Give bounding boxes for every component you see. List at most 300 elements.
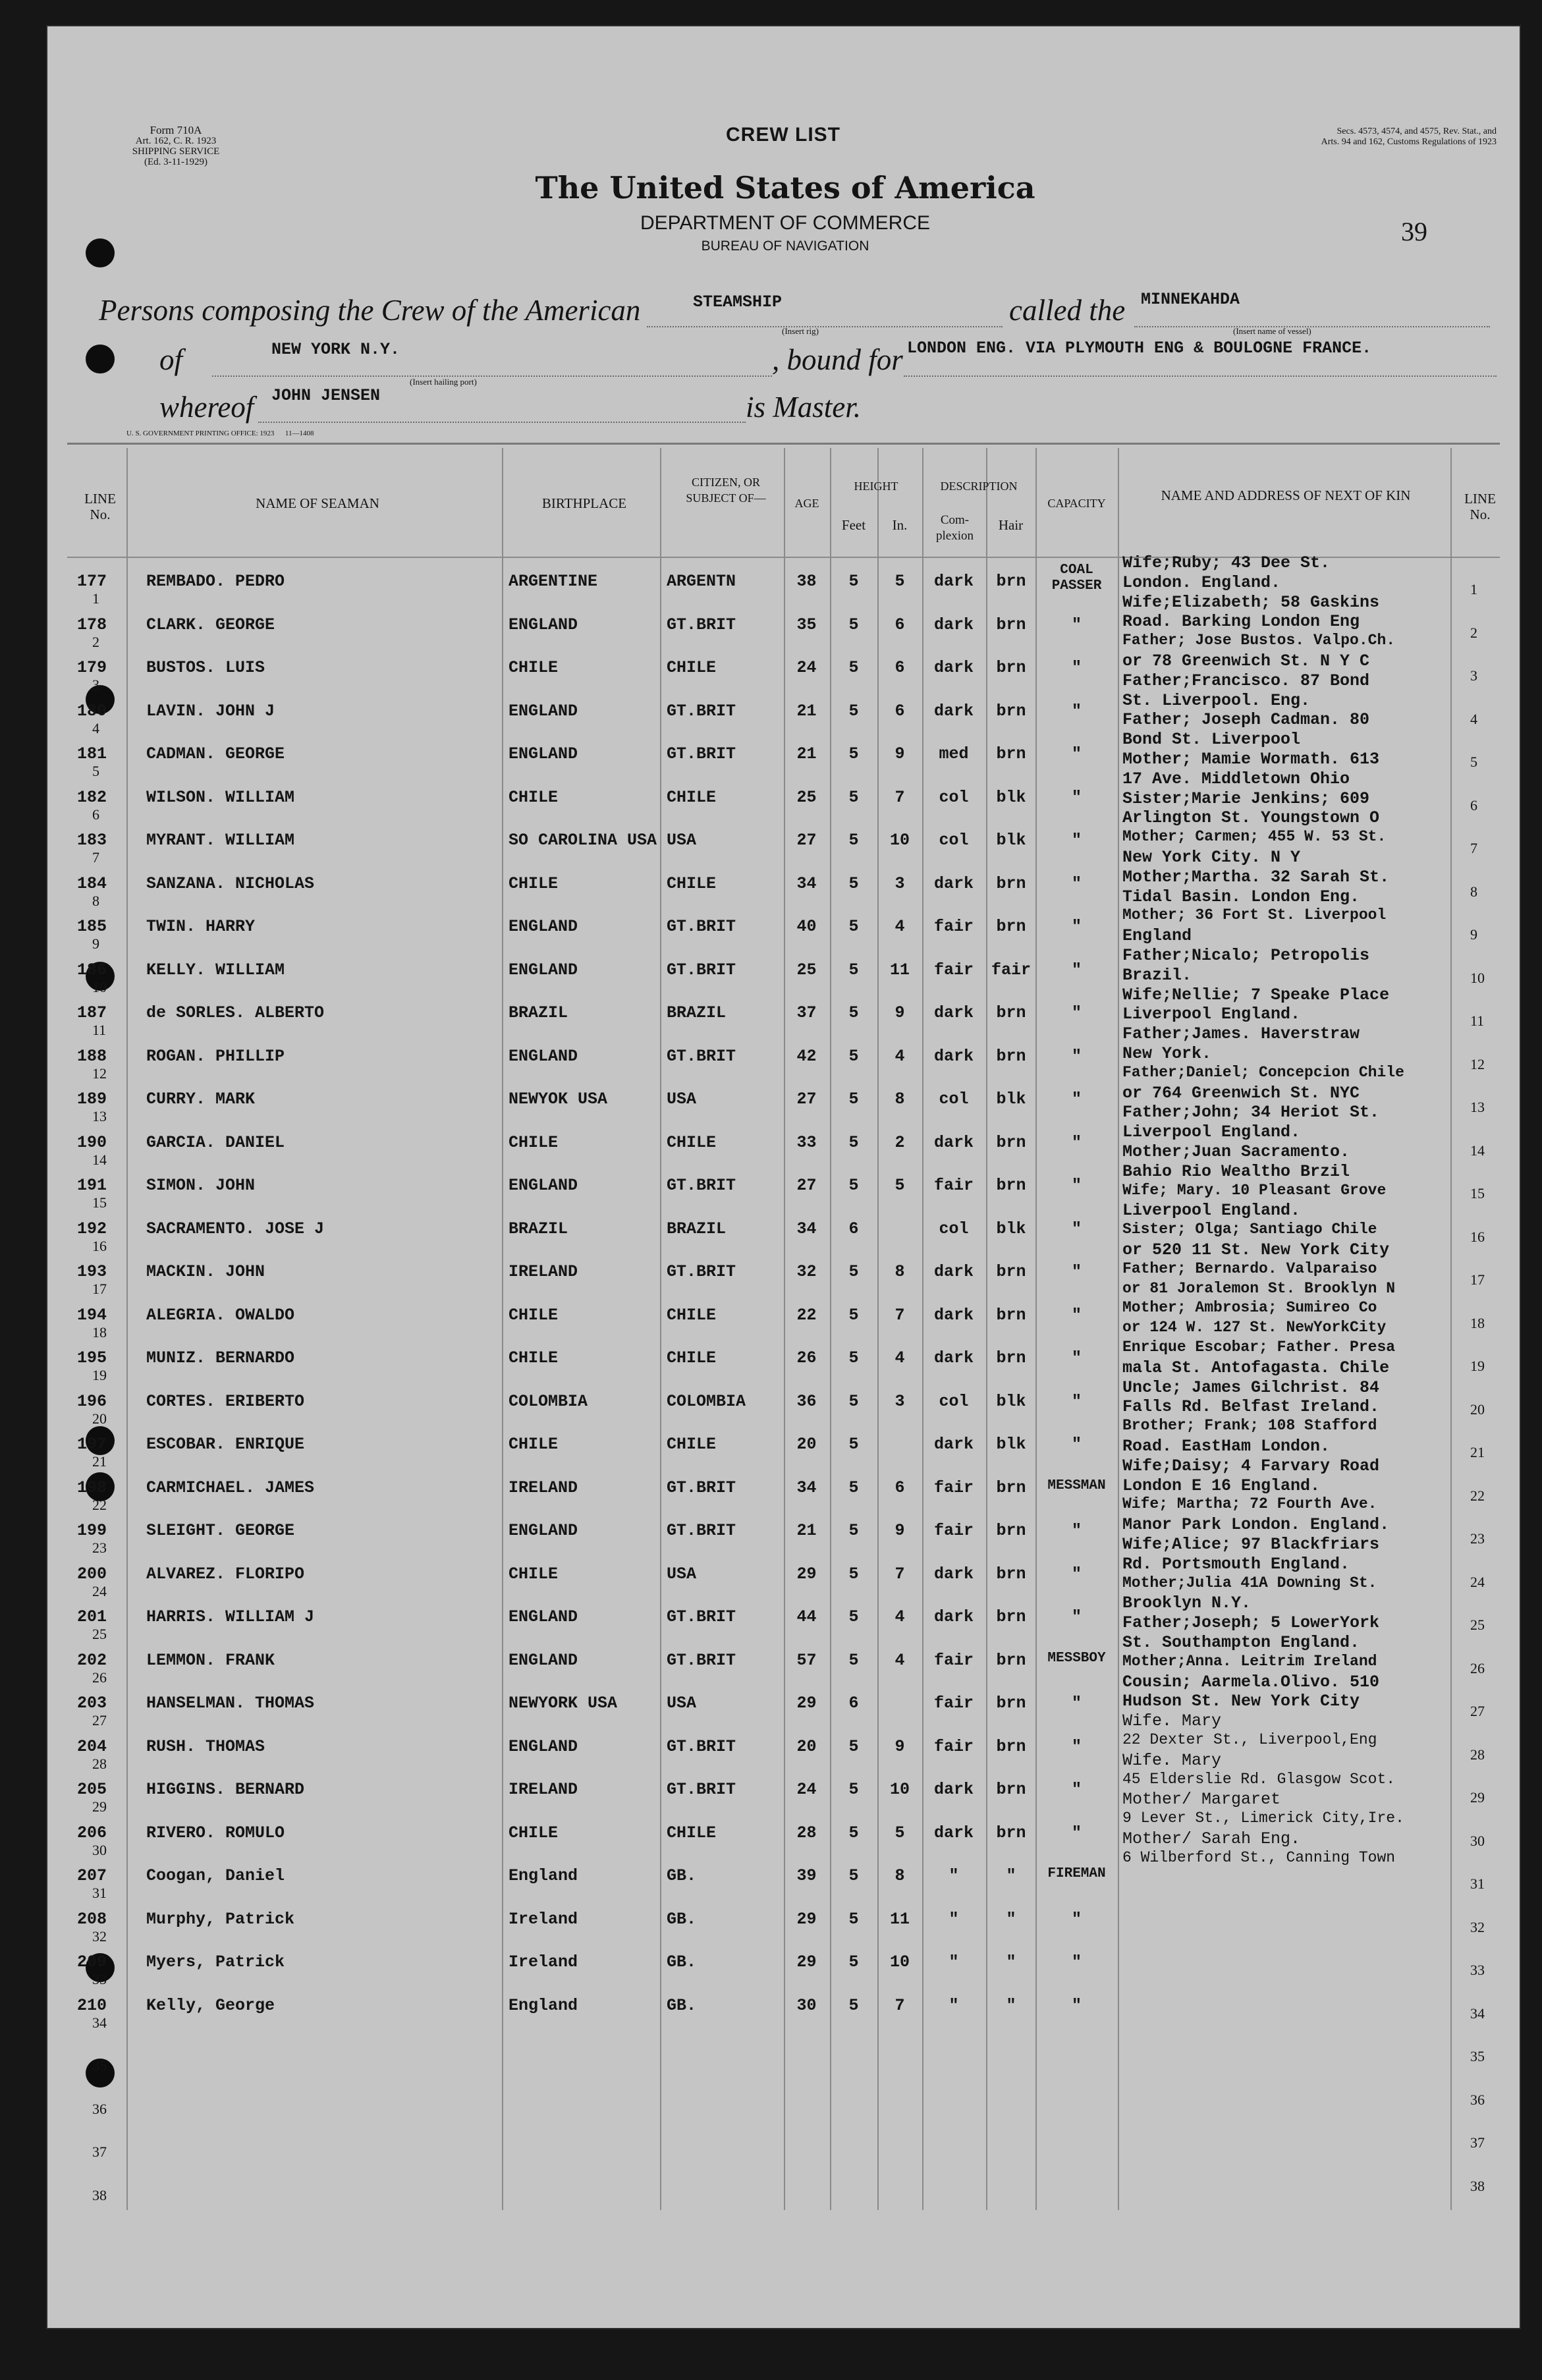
height-feet: 6 — [848, 1219, 859, 1238]
birthplace: CHILE — [509, 658, 559, 677]
entry-number: 179 — [77, 658, 107, 677]
height-inches: 4 — [895, 1607, 905, 1626]
capacity: " — [1071, 873, 1082, 893]
line-number-right: 11 — [1470, 1012, 1485, 1029]
seaman-name: HARRIS. WILLIAM J — [146, 1607, 315, 1626]
statutes-note: Secs. 4573, 4574, and 4575, Rev. Stat., and Arts. 94 and 162, Customs Regulations of 1923 — [1321, 126, 1497, 147]
age: 39 — [796, 1866, 817, 1885]
seaman-name: TWIN. HARRY — [146, 917, 256, 936]
next-of-kin-line: Manor Park London. England. — [1122, 1515, 1390, 1535]
line-number: 34 — [92, 2014, 107, 2031]
next-of-kin-line: St. Liverpool. Eng. — [1122, 690, 1311, 710]
next-of-kin-line: Mother; 36 Fort St. Liverpool — [1122, 906, 1387, 924]
next-of-kin-line: or 81 Joralemon St. Brooklyn N — [1122, 1279, 1396, 1297]
capacity: " — [1071, 787, 1082, 807]
height-feet: 5 — [848, 1866, 859, 1885]
hair: brn — [996, 873, 1026, 893]
next-of-kin-line: Father;Nicalo; Petropolis — [1122, 946, 1370, 965]
age: 24 — [796, 1780, 817, 1799]
height-feet: 5 — [848, 1780, 859, 1799]
height-inches: 3 — [895, 873, 905, 893]
citizenship: GT.BRIT — [667, 1736, 736, 1756]
hair: brn — [996, 1823, 1026, 1842]
line-number-right: 34 — [1470, 2005, 1485, 2022]
line-number: 28 — [92, 1755, 107, 1772]
citizenship: CHILE — [667, 1132, 717, 1152]
line-number: 18 — [92, 1323, 107, 1341]
capacity: " — [1071, 1823, 1082, 1842]
col-birthplace: BIRTHPLACE — [541, 495, 627, 511]
next-of-kin-line: Tidal Basin. London Eng. — [1122, 887, 1360, 906]
capacity: " — [1071, 701, 1082, 721]
height-inches: 5 — [895, 572, 905, 591]
age: 34 — [796, 873, 817, 893]
complexion: fair — [933, 1478, 974, 1497]
hair: " — [1006, 1952, 1016, 1972]
citizenship: GT.BRIT — [667, 1262, 736, 1281]
complexion: fair — [933, 1694, 974, 1713]
hair: brn — [996, 1607, 1026, 1626]
age: 27 — [796, 1176, 817, 1195]
citizenship: CHILE — [667, 1305, 717, 1325]
height-inches: 6 — [895, 1478, 905, 1497]
complexion: fair — [933, 960, 974, 980]
bound-label: , bound for — [772, 343, 903, 376]
line-number-right: 30 — [1470, 1832, 1485, 1849]
bureau-heading: BUREAU OF NAVIGATION — [701, 238, 869, 254]
height-inches: 8 — [895, 1866, 905, 1885]
birthplace: ENGLAND — [509, 1176, 578, 1195]
next-of-kin-line: Wife; Mary. 10 Pleasant Grove — [1122, 1181, 1387, 1199]
line-number-right: 28 — [1470, 1746, 1485, 1763]
entry-number: 192 — [77, 1219, 107, 1238]
line-number-right: 36 — [1470, 2091, 1485, 2108]
line-number: 17 — [92, 1281, 107, 1297]
seaman-name: MACKIN. JOHN — [146, 1262, 265, 1281]
height-feet: 5 — [848, 1650, 859, 1670]
hair: brn — [996, 1305, 1026, 1325]
line-number: 13 — [92, 1108, 107, 1124]
height-feet: 5 — [848, 873, 859, 893]
seaman-name: WILSON. WILLIAM — [146, 787, 295, 807]
next-of-kin-line: Liverpool England. — [1122, 1005, 1301, 1024]
height-inches: 6 — [895, 615, 905, 634]
line-number: 10 — [92, 978, 107, 995]
hair: brn — [996, 658, 1026, 677]
next-of-kin-line: Mother/ Margaret — [1122, 1790, 1281, 1810]
next-of-kin-line: Mother; Mamie Wormath. 613 — [1122, 750, 1380, 769]
height-feet: 5 — [848, 1478, 859, 1497]
capacity: " — [1071, 1521, 1082, 1540]
age: 42 — [796, 1046, 817, 1066]
entry-number: 204 — [77, 1736, 107, 1756]
height-feet: 5 — [848, 615, 859, 634]
age: 29 — [796, 1952, 817, 1972]
entry-number: 184 — [77, 873, 107, 893]
seaman-name: MYRANT. WILLIAM — [146, 831, 295, 850]
capacity: " — [1071, 658, 1082, 677]
seaman-name: CADMAN. GEORGE — [146, 744, 285, 763]
birthplace: Ireland — [509, 1952, 578, 1972]
hair: brn — [996, 1736, 1026, 1756]
capacity: " — [1071, 1736, 1082, 1756]
next-of-kin-line: Wife;Daisy; 4 Farvary Road — [1122, 1456, 1380, 1476]
line-number-right: 15 — [1470, 1185, 1485, 1202]
entry-number: 187 — [77, 1003, 107, 1022]
complexion: dark — [933, 572, 974, 591]
citizenship: BRAZIL — [667, 1003, 727, 1022]
capacity: MESSBOY — [1047, 1650, 1106, 1666]
complexion: dark — [933, 1003, 974, 1022]
line-number-right: 20 — [1470, 1400, 1485, 1418]
height-inches: 8 — [895, 1090, 905, 1109]
hair: blk — [996, 1435, 1026, 1454]
line-number-right: 16 — [1470, 1228, 1485, 1245]
page-title: CREW LIST — [726, 124, 840, 146]
capacity: " — [1071, 1435, 1082, 1454]
seaman-name: HANSELMAN. THOMAS — [146, 1694, 315, 1713]
hair: brn — [996, 1262, 1026, 1281]
seaman-name: SANZANA. NICHOLAS — [146, 873, 315, 893]
seaman-name: CLARK. GEORGE — [146, 615, 275, 634]
line-number-right: 19 — [1470, 1358, 1485, 1374]
birthplace: ENGLAND — [509, 1521, 578, 1540]
height-feet: 5 — [848, 917, 859, 936]
next-of-kin-line: Mother;Julia 41A Downing St. — [1122, 1574, 1377, 1591]
line-number: 19 — [92, 1367, 107, 1383]
capacity: MESSMAN — [1047, 1478, 1106, 1493]
height-inches: 7 — [895, 787, 905, 807]
citizenship: ARGENTN — [667, 572, 736, 591]
height-feet: 5 — [848, 1995, 859, 2015]
next-of-kin-line: Father;Francisco. 87 Bond — [1122, 671, 1370, 690]
next-of-kin-line: Bahio Rio Wealtho Brzil — [1122, 1161, 1350, 1181]
height-inches: 5 — [895, 1176, 905, 1195]
master-name: JOHN JENSEN — [271, 386, 381, 405]
age: 34 — [796, 1219, 817, 1238]
col-next-of-kin: NAME AND ADDRESS OF NEXT OF KIN — [1161, 487, 1411, 503]
complexion: col — [939, 787, 969, 807]
height-inches: 9 — [895, 1521, 905, 1540]
height-feet: 5 — [848, 1176, 859, 1195]
entry-number: 193 — [77, 1262, 107, 1281]
capacity: " — [1071, 1090, 1082, 1109]
seaman-name: HIGGINS. BERNARD — [146, 1780, 305, 1799]
next-of-kin-line: or 520 11 St. New York City — [1122, 1240, 1390, 1259]
height-inches: 3 — [895, 1391, 905, 1411]
capacity: " — [1071, 1176, 1082, 1195]
entry-number: 198 — [77, 1478, 107, 1497]
citizenship: GT.BRIT — [667, 701, 736, 721]
hair: brn — [996, 1521, 1026, 1540]
next-of-kin-line: London. England. — [1122, 572, 1281, 592]
capacity: " — [1071, 1564, 1082, 1584]
height-inches: 9 — [895, 744, 905, 763]
height-feet: 5 — [848, 1952, 859, 1972]
entry-number: 195 — [77, 1348, 107, 1368]
citizenship: CHILE — [667, 1435, 717, 1454]
birthplace: BRAZIL — [509, 1003, 568, 1022]
persons-label: Persons composing the Crew of the American — [99, 294, 641, 327]
complexion: fair — [933, 1736, 974, 1756]
next-of-kin-line: or 124 W. 127 St. NewYorkCity — [1122, 1319, 1387, 1337]
birthplace: ENGLAND — [509, 1736, 578, 1756]
col-capacity: CAPACITY — [1047, 497, 1106, 510]
height-inches: 5 — [895, 1823, 905, 1842]
line-number: 14 — [92, 1151, 107, 1168]
seaman-name: de SORLES. ALBERTO — [146, 1003, 325, 1022]
hair: brn — [996, 1478, 1026, 1497]
height-feet: 5 — [848, 1090, 859, 1109]
line-number: 11 — [92, 1022, 107, 1038]
col-line-no: LINE No. — [84, 491, 116, 522]
next-of-kin-line: England — [1122, 926, 1192, 946]
line-number: 4 — [92, 719, 99, 736]
line-number-right: 27 — [1470, 1703, 1485, 1719]
seaman-name: KELLY. WILLIAM — [146, 960, 285, 980]
entry-number: 202 — [77, 1650, 107, 1670]
citizenship: USA — [667, 1090, 697, 1109]
capacity: " — [1071, 1003, 1082, 1022]
entry-number: 201 — [77, 1607, 107, 1626]
height-feet: 5 — [848, 744, 859, 763]
line-number: 20 — [92, 1410, 107, 1427]
capacity: " — [1071, 1952, 1082, 1972]
age: 21 — [796, 744, 817, 763]
complexion: dark — [933, 701, 974, 721]
next-of-kin-line: Father; Jose Bustos. Valpo.Ch. — [1122, 632, 1396, 650]
birthplace: CHILE — [509, 787, 559, 807]
complexion: col — [939, 1090, 969, 1109]
crew-list-sheet: Form 710A Art. 162, C. R. 1923 SHIPPING SERVICE (Ed. 3-11-1929) CREW LIST Secs. 4573, 4574, and 4575, Rev. Stat., and Arts. 94 and 162, Customs Regulations of 1923 The United States of America DEPARTMENT OF COMMERCE BUREAU OF NAVIGATION 39 Persons composing the Crew of the American STEAMSHIP (Insert rig) called the MINNEKAHDA (Insert name of vessel) of NEW YORK N.Y. (Insert hailing port) , bound for LONDON ENG. VIA PLYMOUTH ENG & BOULOGNE FRANCE. whereof JOHN JENSEN is Master. U. S. GOVERNMENT PRINTING OFFICE: 1923 11—1408 LINE No. NAME OF SEAMAN BIRTHPLACE CITIZEN, OR SUBJECT OF— AGE HEIGHT Feet In. DESCRIPTION Com- plexion Hair CAPACITY NAME AND ADDRESS OF NEXT OF KIN LINE No. 177 REMBADO. PEDRO ARGENTINE ARGENTN 38 5 5 dark brn COAL PASSER 1 1 178 CLARK. GEORGE ENGLAND GT.BRIT 35 5 6 dark brn " 2 2 179 BUSTOS. LUIS CHILE CHILE 24 5 6 dark brn " 3 3 180 LAVIN. JOHN J ENGLAND GT.BRIT 21 5 6 dark brn " 4 4 181 CADMAN. GEORGE ENGLAND GT.BRIT 21 5 9 med brn " 5 5 182 WILSON. WILLIAM CHILE CHILE 25 5 7 col blk " 6 6 183 MYRANT. WILLIAM SO CAROLINA USA USA 27 5 10 col blk " 7 7 184 SANZANA. NICHOLAS CHILE CHILE 34 5 3 dark brn " 8 8 185 TWIN. HARRY ENGLAND GT.BRIT 40 5 4 fair brn " 9 9 186 KELLY. WILLIAM ENGLAND GT.BRIT 25 5 11 fair fair " 10 10 187 de SORLES. ALBERTO BRAZIL BRAZIL 37 5 9 dark brn " 11 11 188 ROGAN. PHILLIP ENGLAND GT.BRIT 42 5 4 dark brn " 12 12 189 CURRY. MARK NEWYOK USA USA 27 5 8 col blk " 13 13 190 GARCIA. DANIEL CHILE CHILE 33 5 2 dark brn " 14 14 191 SIMON. JOHN ENGLAND GT.BRIT 27 5 5 fair brn " 15 15 192 SACRAMENTO. JOSE J BRAZIL BRAZIL 34 6 col blk " 16 16 193 MACKIN. JOHN IRELAND GT.BRIT 32 5 8 dark brn " 17 17 194 ALEGRIA. OWALDO CHILE CHILE 22 5 7 dark brn " 18 18 195 MUNIZ. BERNARDO CHILE CHILE 26 5 4 dark brn " 19 19 196 CORTES. ERIBERTO COLOMBIA COLOMBIA 36 5 3 col blk " 20 20 197 ESCOBAR. ENRIQUE CHILE CHILE 20 5 dark blk " 21 21 198 CARMICHAEL. JAMES IRELAND GT.BRIT 34 5 6 fair brn MESSMAN 22 22 199 SLEIGHT. GEORGE ENGLAND GT.BRIT 21 5 9 fair brn " 23 23 200 ALVAREZ. FLORIPO CHILE USA 29 5 7 dark brn " 24 24 201 HARRIS. WILLIAM J ENGLAND GT.BRIT 44 5 4 dark brn " 25 25 202 LEMMON. FRANK ENGLAND GT.BRIT 57 5 4 fair brn MESSBOY 26 26 203 HANSELMAN. THOMAS NEWYORK USA USA 29 6 fair brn " 27 27 204 RUSH. THOMAS ENGLAND GT.BRIT 20 5 9 fair brn " 28 28 205 HIGGINS. BERNARD IRELAND GT.BRIT 24 5 10 dark brn " 29 29 206 RIVERO. ROMULO CHILE CHILE 28 5 5 dark brn " 30 30 207 Coogan, Daniel England GB. 39 5 8 " " FIREMAN 31 31 208 Murphy, Patrick Ireland GB. 29 5 11 " " " 32 32 209 Myers, Patrick Ireland GB. 29 5 10 " " " 33 33 210 Kelly, George England GB. 30 5 7 " " " 34 34 35 35 36 36 37 37 38 38 Wife;Ruby; 43 Dee St. London. England. Wife;Elizabeth; 58 Gaskins Road. Barking London Eng Father; Jose Bustos. Valpo.Ch. or 78 Greenwich St. N Y C Father;Francisco. 87 Bond St. Liverpool. Eng. Father; Joseph Cadman. 80 Bond St. Liverpool Mother; Mamie Wormath. 613 17 Ave. Middletown Ohio Sister;Marie Jenkins; 609 Arlington St. Youngstown O Mother; Carmen; 455 W. 53 St. New York City. N Y Mother;Martha. 32 Sarah St. Tidal Basin. London Eng. Mother; 36 Fort St. Liverpool England Father;Nicalo; Petropolis Brazil. Wife;Nellie; 7 Speake Place Liverpool England. Father;James. Haverstraw New York. Father;Daniel; Concepcion Chile or 764 Greenwich St. NYC Father;John; 34 Heriot St. Liverpool England. Mother;Juan Sacramento. Bahio Rio Wealtho Brzil Wife; Mary. 10 Pleasant Grove Liverpool England. Sister; Olga; Santiago Chile or 520 11 St. New York City Father; Bernardo. Valparaiso or 81 Joralemon St. Brooklyn N Mother; Ambrosia; Sumireo Co or 124 W. 127 St. NewYorkCity Enrique Escobar; Father. Presa mala St. Antofagasta. Chile Uncle; James Gilchrist. 84 Falls Rd. Belfast Ireland. Brother; Frank; 108 Stafford Road. EastHam London. Wife;Daisy; 4 Farvary Road London E 16 England. Wife; Martha; 72 Fourth Ave. Manor Park London. England. Wife;Alice; 97 Blackfriars Rd. Portsmouth England. Mother;Julia 41A Downing St. Brooklyn N.Y. Father;Joseph; 5 LowerYork St. Southampton England. Mother;Anna. Leitrim Ireland Cousin; Aarmela.Olivo. 510 Hudson St. New York City Wife. Mary 22 Dexter St., Liverpool,Eng Wife. Mary 45 Elderslie Rd. Glasgow Scot. Mother/ Margaret 9 Lever St., Limerick City,Ire. Mother/ Sarah Eng. 6 Wilberford St., Canning Town — [47, 26, 1520, 2328]
capacity: " — [1071, 1132, 1082, 1152]
hair: " — [1006, 1995, 1016, 2015]
line-number: 16 — [92, 1237, 107, 1254]
entry-number: 181 — [77, 744, 107, 763]
birthplace: CHILE — [509, 1435, 559, 1454]
line-number: 25 — [92, 1626, 107, 1642]
complexion: dark — [933, 873, 974, 893]
capacity: " — [1071, 917, 1082, 936]
hair: blk — [996, 787, 1026, 807]
citizenship: GB. — [667, 1952, 697, 1972]
capacity: " — [1071, 1046, 1082, 1066]
complexion: dark — [933, 615, 974, 634]
line-number: 29 — [92, 1798, 107, 1815]
line-number-right: 38 — [1470, 2177, 1485, 2194]
height-inches: 2 — [895, 1132, 905, 1152]
next-of-kin-line: Sister; Olga; Santiago Chile — [1122, 1221, 1377, 1238]
next-of-kin-line: Brother; Frank; 108 Stafford — [1122, 1417, 1377, 1435]
capacity: " — [1071, 615, 1082, 634]
age: 34 — [796, 1478, 817, 1497]
line-number-right: 18 — [1470, 1314, 1485, 1331]
next-of-kin-line: Mother;Martha. 32 Sarah St. — [1122, 867, 1390, 887]
seaman-name: ALEGRIA. OWALDO — [146, 1305, 295, 1325]
line-number-right: 10 — [1470, 969, 1485, 986]
birthplace: ENGLAND — [509, 917, 578, 936]
birthplace: IRELAND — [509, 1780, 578, 1799]
next-of-kin-line: Father;Joseph; 5 LowerYork — [1122, 1613, 1380, 1633]
next-of-kin-line: Father; Bernardo. Valparaiso — [1122, 1259, 1377, 1277]
height-feet: 5 — [848, 1564, 859, 1584]
next-of-kin-line: Cousin; Aarmela.Olivo. 510 — [1122, 1672, 1380, 1692]
entry-number: 189 — [77, 1090, 107, 1109]
birthplace: CHILE — [509, 1823, 559, 1842]
birthplace: ENGLAND — [509, 960, 578, 980]
next-of-kin-line: Mother;Juan Sacramento. — [1122, 1142, 1350, 1161]
entry-number: 209 — [77, 1952, 107, 1972]
line-number: 27 — [92, 1712, 107, 1729]
height-feet: 5 — [848, 658, 859, 677]
citizenship: GT.BRIT — [667, 1478, 736, 1497]
birthplace: ENGLAND — [509, 1650, 578, 1670]
height-inches: 10 — [889, 1780, 910, 1799]
line-number: 33 — [92, 1971, 107, 1987]
height-feet: 5 — [848, 1046, 859, 1066]
form-number: Form 710A Art. 162, C. R. 1923 SHIPPING SERVICE (Ed. 3-11-1929) — [132, 124, 220, 167]
seaman-name: Myers, Patrick — [146, 1952, 285, 1972]
age: 25 — [796, 787, 817, 807]
height-inches: 11 — [889, 1909, 910, 1929]
seaman-name: CURRY. MARK — [146, 1090, 256, 1109]
birthplace: CHILE — [509, 873, 559, 893]
complexion: col — [939, 831, 969, 850]
next-of-kin-line: 45 Elderslie Rd. Glasgow Scot. — [1122, 1770, 1396, 1788]
next-of-kin-line: Wife. Mary — [1122, 1711, 1222, 1731]
entry-number: 206 — [77, 1823, 107, 1842]
next-of-kin-line: Wife. Mary — [1122, 1750, 1222, 1770]
seaman-name: SIMON. JOHN — [146, 1176, 256, 1195]
entry-number: 188 — [77, 1046, 107, 1066]
citizenship: GT.BRIT — [667, 1650, 736, 1670]
birthplace: England — [509, 1866, 578, 1885]
entry-number: 190 — [77, 1132, 107, 1152]
complexion: dark — [933, 1305, 974, 1325]
citizenship: USA — [667, 1694, 697, 1713]
citizenship: GT.BRIT — [667, 1780, 736, 1799]
hair: blk — [996, 1391, 1026, 1411]
seaman-name: SACRAMENTO. JOSE J — [146, 1219, 325, 1238]
seaman-name: LEMMON. FRANK — [146, 1650, 275, 1670]
vessel-name: MINNEKAHDA — [1141, 290, 1240, 309]
hair: brn — [996, 572, 1026, 591]
line-number-right: 24 — [1470, 1573, 1485, 1590]
seaman-name: ALVAREZ. FLORIPO — [146, 1564, 305, 1584]
line-number-right: 8 — [1470, 883, 1477, 900]
next-of-kin-line: Sister;Marie Jenkins; 609 — [1122, 789, 1370, 808]
entry-number: 207 — [77, 1866, 107, 1885]
height-feet: 5 — [848, 1521, 859, 1540]
age: 20 — [796, 1435, 817, 1454]
next-of-kin-line: Father;Daniel; Concepcion Chile — [1122, 1063, 1404, 1081]
line-number: 23 — [92, 1539, 107, 1556]
master-label: is Master. — [746, 391, 862, 424]
complexion: dark — [933, 1262, 974, 1281]
capacity: " — [1071, 831, 1082, 850]
line-number-right: 3 — [1470, 667, 1477, 684]
birthplace: ENGLAND — [509, 1607, 578, 1626]
next-of-kin-line: London E 16 England. — [1122, 1476, 1321, 1495]
line-number: 35 — [92, 2057, 107, 2074]
complexion: dark — [933, 1564, 974, 1584]
crew-row — [47, 1861, 1520, 1902]
height-feet: 5 — [848, 1262, 859, 1281]
next-of-kin-line: Father;John; 34 Heriot St. — [1122, 1103, 1380, 1122]
age: 30 — [796, 1995, 817, 2015]
line-number-right: 26 — [1470, 1659, 1485, 1676]
printer-imprint: U. S. GOVERNMENT PRINTING OFFICE: 1923 11—1408 — [126, 429, 314, 437]
next-of-kin-line: Wife; Martha; 72 Fourth Ave. — [1122, 1495, 1377, 1513]
hair: brn — [996, 1176, 1026, 1195]
seaman-name: ROGAN. PHILLIP — [146, 1046, 285, 1066]
complexion: " — [949, 1952, 959, 1972]
height-feet: 5 — [848, 1435, 859, 1454]
seaman-name: RUSH. THOMAS — [146, 1736, 265, 1756]
citizenship: GT.BRIT — [667, 917, 736, 936]
height-feet: 6 — [848, 1694, 859, 1713]
next-of-kin-line: or 764 Greenwich St. NYC — [1122, 1083, 1360, 1103]
citizenship: GT.BRIT — [667, 1176, 736, 1195]
age: 22 — [796, 1305, 817, 1325]
hair: blk — [996, 831, 1026, 850]
hair: " — [1006, 1866, 1016, 1885]
line-number-right: 21 — [1470, 1444, 1485, 1460]
seaman-name: BUSTOS. LUIS — [146, 658, 265, 677]
line-number: 9 — [92, 935, 99, 952]
height-feet: 5 — [848, 1909, 859, 1929]
line-number: 7 — [92, 849, 99, 866]
entry-number: 182 — [77, 787, 107, 807]
next-of-kin-line: St. Southampton England. — [1122, 1633, 1360, 1652]
birthplace: ENGLAND — [509, 701, 578, 721]
capacity: " — [1071, 1694, 1082, 1713]
birthplace: Ireland — [509, 1909, 578, 1929]
next-of-kin-line: Mother; Ambrosia; Sumireo Co — [1122, 1299, 1377, 1317]
age: 44 — [796, 1607, 817, 1626]
age: 33 — [796, 1132, 817, 1152]
height-inches: 6 — [895, 701, 905, 721]
next-of-kin-line: 9 Lever St., Limerick City,Ire. — [1122, 1810, 1404, 1827]
height-feet: 5 — [848, 960, 859, 980]
age: 38 — [796, 572, 817, 591]
height-inches: 4 — [895, 917, 905, 936]
complexion: fair — [933, 1176, 974, 1195]
hair: brn — [996, 1694, 1026, 1713]
seaman-name: MUNIZ. BERNARDO — [146, 1348, 295, 1368]
next-of-kin-line: Father; Joseph Cadman. 80 — [1122, 710, 1370, 730]
citizenship: CHILE — [667, 873, 717, 893]
line-number: 37 — [92, 2144, 107, 2160]
capacity: COAL PASSER — [1051, 563, 1102, 594]
height-inches: 4 — [895, 1046, 905, 1066]
age: 20 — [796, 1736, 817, 1756]
height-feet: 5 — [848, 787, 859, 807]
citizenship: GT.BRIT — [667, 960, 736, 980]
complexion: med — [939, 744, 969, 763]
hair: brn — [996, 1564, 1026, 1584]
seaman-name: REMBADO. PEDRO — [146, 572, 285, 591]
next-of-kin-line: Wife;Elizabeth; 58 Gaskins — [1122, 592, 1380, 612]
line-number: 15 — [92, 1194, 107, 1211]
complexion: dark — [933, 1823, 974, 1842]
complexion: fair — [933, 1650, 974, 1670]
entry-number: 186 — [77, 960, 107, 980]
next-of-kin-line: Hudson St. New York City — [1122, 1692, 1360, 1711]
age: 27 — [796, 831, 817, 850]
line-number-right: 7 — [1470, 840, 1477, 856]
line-number-right: 6 — [1470, 796, 1477, 814]
